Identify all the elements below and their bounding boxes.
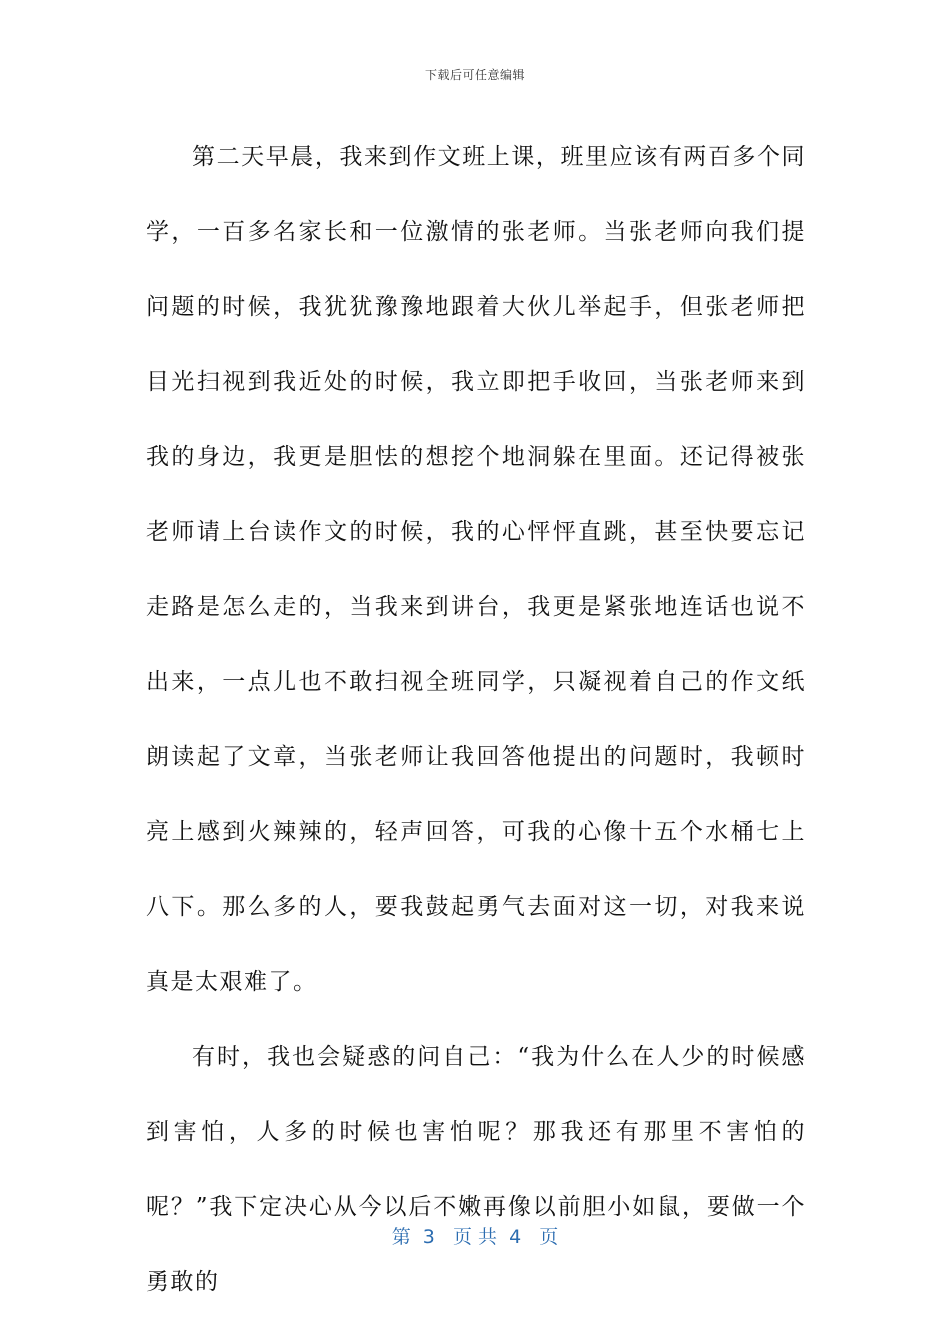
document-body [146,120,806,1320]
page-header-note: 下载后可任意编辑 [424,68,525,82]
paragraph: 第二天早晨，我来到作文班上课，班里应该有两百多个同学，一百多名家长和一位激情的张老师。当张老师向我们提问题的时候，我犹犹豫豫地跟着大伙儿举起手，但张老师把目光扫视到我近处的时候，我立即把手收回，当张老师来到我的身边，我更是胆怯的想挖个地洞躲在里面。还记得被张老师请上台读作文的时候，我的心怦怦直跳，甚至快要忘记走路是怎么走的，当我来到讲台，我更是紧张地连话也说不出来，一点儿也不敢扫视全班同学，只凝视着自己的作文纸朗读起了文章，当张老师让我回答他提出的问题时，我顿时亮上感到火辣辣的，轻声回答，可我的心像十五个水桶七上八下。那么多的人，要我鼓起勇气去面对这一切，对我来说真是太艰难了。 [146,144,806,995]
paragraph: 有时，我也会疑惑的问自己：“我为什么在人少的时候感到害怕，人多的时候也害怕呢？那我还有那里不害怕的呢？”我下定决心从今以后不嫩再像以前胆小如鼠，要做一个勇敢的 [146,1044,806,1295]
page-number-footer: 第 3 页 共 4 页 [391,1226,559,1248]
